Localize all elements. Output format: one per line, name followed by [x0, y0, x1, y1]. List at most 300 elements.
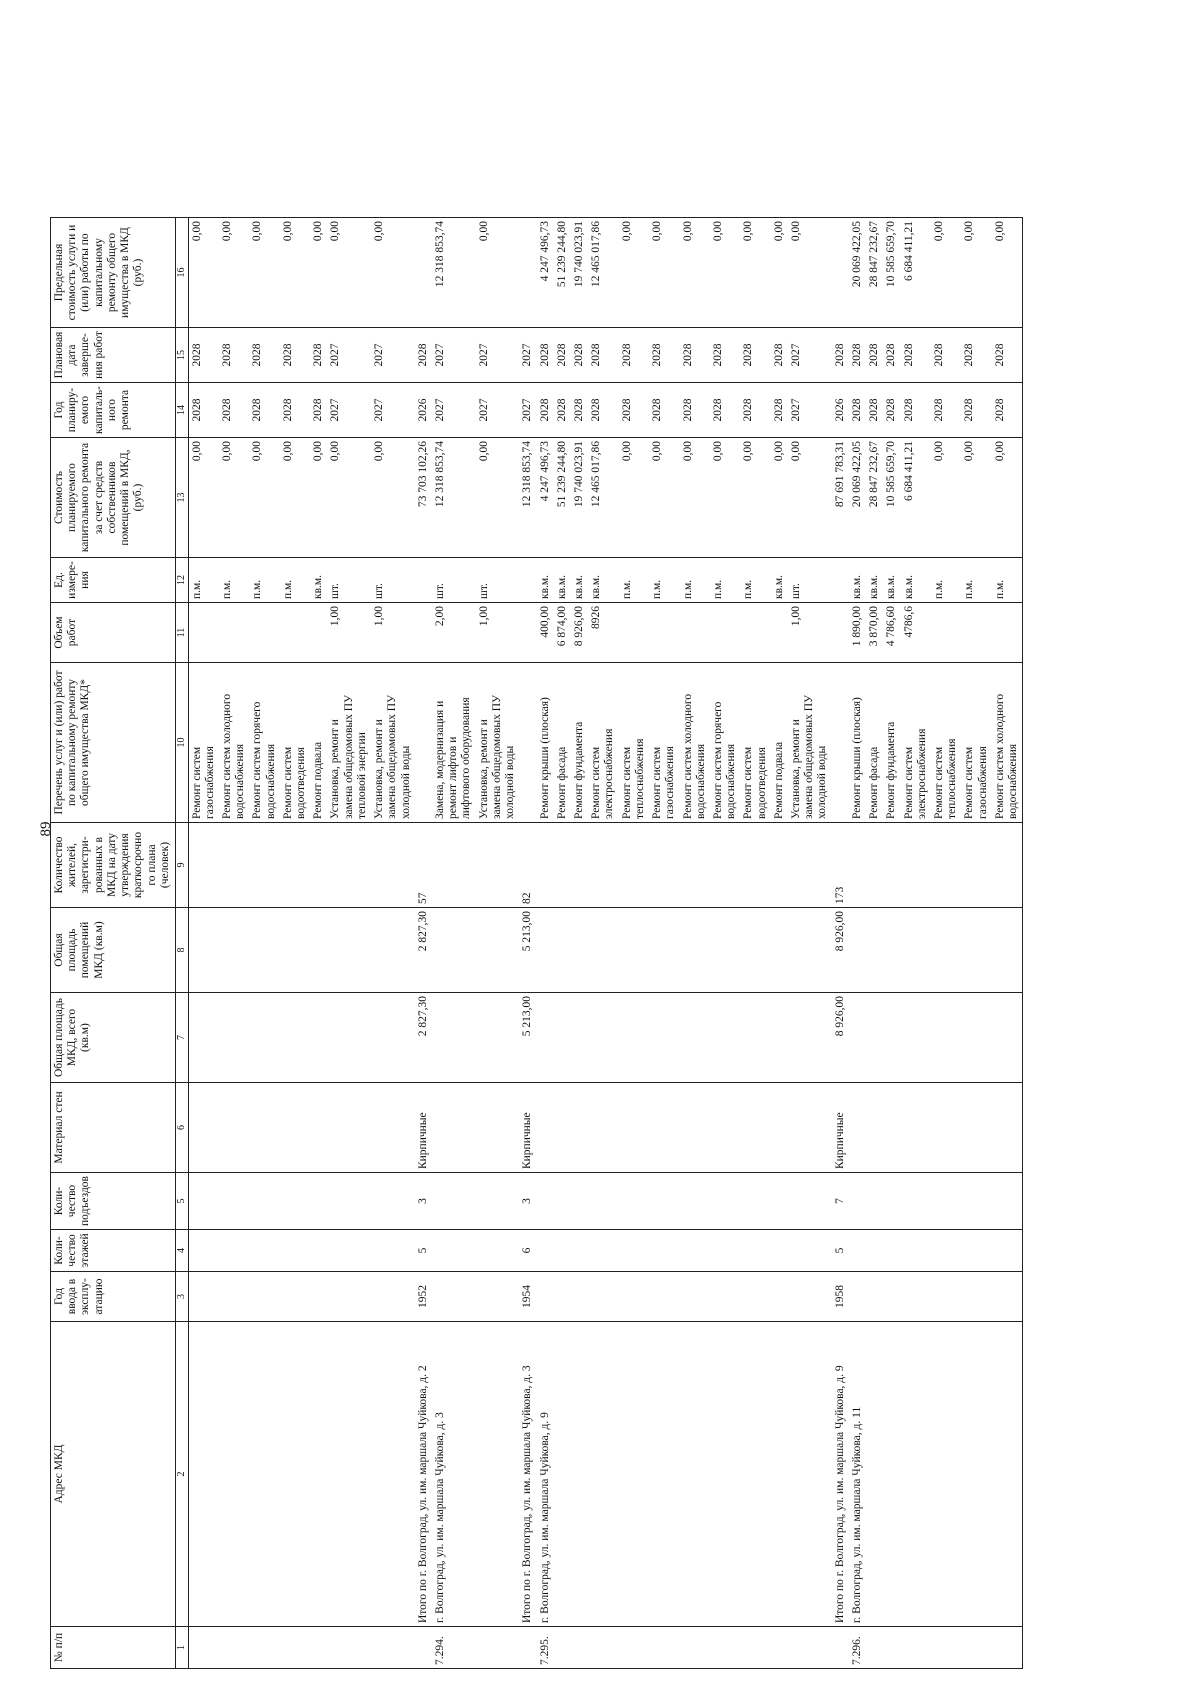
- residents-cell: [476, 823, 520, 908]
- table-row: [931, 218, 961, 1669]
- volume-cell: 8 926,00: [571, 603, 588, 663]
- volume-cell: [280, 603, 310, 663]
- header-row: [51, 218, 176, 1669]
- cost-cell: 0,00: [771, 438, 788, 558]
- address-cell: [883, 1322, 900, 1627]
- total-area-cell: [680, 993, 710, 1083]
- unit-cell: п.м.: [280, 558, 310, 603]
- year-built-cell: [310, 1272, 327, 1322]
- table-row: [219, 218, 249, 1669]
- header-cell: № п/п: [51, 1627, 176, 1669]
- table-row: [866, 218, 883, 1669]
- completion-year-cell: 2027: [371, 328, 415, 383]
- unit-cell: п.м.: [219, 558, 249, 603]
- wall-material-cell: [771, 1083, 788, 1173]
- entrances-cell: [537, 1173, 554, 1230]
- column-number: 14: [176, 383, 189, 438]
- residents-cell: [571, 823, 588, 908]
- limit-cost-cell: 0,00: [931, 218, 961, 328]
- volume-cell: [832, 603, 849, 663]
- limit-cost-cell: 0,00: [710, 218, 740, 328]
- planned-year-cell: 2028: [188, 383, 219, 438]
- completion-year-cell: 2028: [931, 328, 961, 383]
- total-area-cell: [771, 993, 788, 1083]
- total-area-cell: 2 827,30: [415, 993, 432, 1083]
- residents-cell: [554, 823, 571, 908]
- table-row: [680, 218, 710, 1669]
- floors-cell: [588, 1230, 618, 1272]
- address-cell: [788, 1322, 832, 1627]
- table-row: [432, 218, 476, 1669]
- row-number: [832, 1627, 849, 1669]
- address-cell: [771, 1322, 788, 1627]
- volume-cell: [740, 603, 770, 663]
- floors-cell: [476, 1230, 520, 1272]
- planned-year-cell: 2028: [931, 383, 961, 438]
- floors-cell: [992, 1230, 1023, 1272]
- year-built-cell: [883, 1272, 900, 1322]
- header-cell: Стоимость планируемого капитального ремонта за счет средств собственников помещений в МКД, (руб.): [51, 438, 176, 558]
- total-area-cell: [649, 993, 679, 1083]
- address-cell: [188, 1322, 219, 1627]
- premises-area-cell: 5 213,00: [519, 908, 536, 993]
- work-type-cell: Ремонт систем холодного водоснабжения: [680, 663, 710, 823]
- residents-cell: 173: [832, 823, 849, 908]
- work-type-cell: [519, 663, 536, 823]
- completion-year-cell: 2028: [961, 328, 991, 383]
- entrances-cell: [571, 1173, 588, 1230]
- residents-cell: [619, 823, 649, 908]
- limit-cost-cell: 4 247 496,73: [537, 218, 554, 328]
- total-area-cell: [849, 993, 866, 1083]
- completion-year-cell: 2028: [680, 328, 710, 383]
- volume-cell: 8926: [588, 603, 618, 663]
- completion-year-cell: 2028: [992, 328, 1023, 383]
- cost-cell: 20 069 422,05: [849, 438, 866, 558]
- total-area-cell: 5 213,00: [519, 993, 536, 1083]
- premises-area-cell: [588, 908, 618, 993]
- limit-cost-cell: 0,00: [619, 218, 649, 328]
- limit-cost-cell: 0,00: [788, 218, 832, 328]
- column-number-row: [176, 218, 189, 1669]
- column-number: 13: [176, 438, 189, 558]
- completion-year-cell: 2028: [771, 328, 788, 383]
- unit-cell: шт.: [476, 558, 520, 603]
- year-built-cell: [788, 1272, 832, 1322]
- limit-cost-cell: [519, 218, 536, 328]
- row-number: [710, 1627, 740, 1669]
- header-cell: Объем работ: [51, 603, 176, 663]
- planned-year-cell: 2028: [554, 383, 571, 438]
- column-number: 4: [176, 1230, 189, 1272]
- wall-material-cell: [866, 1083, 883, 1173]
- unit-cell: п.м.: [961, 558, 991, 603]
- cost-cell: 12 465 017,86: [588, 438, 618, 558]
- column-number: 9: [176, 823, 189, 908]
- column-number: 5: [176, 1173, 189, 1230]
- work-type-cell: Ремонт систем холодного водоснабжения: [219, 663, 249, 823]
- year-built-cell: 1958: [832, 1272, 849, 1322]
- premises-area-cell: [310, 908, 327, 993]
- table-row: [371, 218, 415, 1669]
- completion-year-cell: 2028: [219, 328, 249, 383]
- wall-material-cell: [649, 1083, 679, 1173]
- premises-area-cell: [771, 908, 788, 993]
- volume-cell: [310, 603, 327, 663]
- planned-year-cell: 2028: [680, 383, 710, 438]
- residents-cell: [901, 823, 931, 908]
- planned-year-cell: 2028: [310, 383, 327, 438]
- floors-cell: [771, 1230, 788, 1272]
- residents-cell: 57: [415, 823, 432, 908]
- wall-material-cell: [619, 1083, 649, 1173]
- unit-cell: [415, 558, 432, 603]
- premises-area-cell: [992, 908, 1023, 993]
- repair-plan-table: [50, 217, 1023, 1669]
- header-cell: Коли-чество этажей: [51, 1230, 176, 1272]
- premises-area-cell: 8 926,00: [832, 908, 849, 993]
- total-area-cell: [992, 993, 1023, 1083]
- planned-year-cell: 2028: [901, 383, 931, 438]
- completion-year-cell: 2028: [866, 328, 883, 383]
- row-number: [771, 1627, 788, 1669]
- residents-cell: [771, 823, 788, 908]
- wall-material-cell: [371, 1083, 415, 1173]
- wall-material-cell: [788, 1083, 832, 1173]
- work-type-cell: Ремонт фасада: [554, 663, 571, 823]
- residents-cell: 82: [519, 823, 536, 908]
- floors-cell: 5: [415, 1230, 432, 1272]
- year-built-cell: [961, 1272, 991, 1322]
- residents-cell: [961, 823, 991, 908]
- year-built-cell: [219, 1272, 249, 1322]
- work-type-cell: [832, 663, 849, 823]
- table-row: [188, 218, 219, 1669]
- planned-year-cell: 2028: [849, 383, 866, 438]
- address-cell: [649, 1322, 679, 1627]
- year-built-cell: [588, 1272, 618, 1322]
- planned-year-cell: 2027: [519, 383, 536, 438]
- residents-cell: [371, 823, 415, 908]
- header-cell: Общая площадь МКД, всего (кв.м): [51, 993, 176, 1083]
- address-cell: [866, 1322, 883, 1627]
- year-built-cell: [680, 1272, 710, 1322]
- page-number: 89: [38, 821, 54, 837]
- table-row: [537, 218, 554, 1669]
- address-cell: [710, 1322, 740, 1627]
- total-area-cell: [327, 993, 371, 1083]
- cost-cell: 73 703 102,26: [415, 438, 432, 558]
- header-cell: Год планиру-емого капиталь-ного ремонта: [51, 383, 176, 438]
- total-area-cell: [371, 993, 415, 1083]
- unit-cell: кв.м.: [310, 558, 327, 603]
- work-type-cell: Ремонт фундамента: [571, 663, 588, 823]
- volume-cell: [188, 603, 219, 663]
- year-built-cell: [327, 1272, 371, 1322]
- year-built-cell: [188, 1272, 219, 1322]
- wall-material-cell: [219, 1083, 249, 1173]
- work-type-cell: Ремонт систем горячего водоснабжения: [249, 663, 279, 823]
- row-number: [588, 1627, 618, 1669]
- row-number: [554, 1627, 571, 1669]
- completion-year-cell: 2028: [619, 328, 649, 383]
- year-built-cell: [476, 1272, 520, 1322]
- work-type-cell: Ремонт систем водоотведения: [280, 663, 310, 823]
- residents-cell: [327, 823, 371, 908]
- limit-cost-cell: 0,00: [327, 218, 371, 328]
- residents-cell: [992, 823, 1023, 908]
- header-cell: Год ввода в эксплу-атацию: [51, 1272, 176, 1322]
- floors-cell: [188, 1230, 219, 1272]
- work-type-cell: Ремонт систем газоснабжения: [649, 663, 679, 823]
- cost-cell: 0,00: [188, 438, 219, 558]
- header-cell: Адрес МКД: [51, 1322, 176, 1627]
- year-built-cell: [249, 1272, 279, 1322]
- wall-material-cell: [849, 1083, 866, 1173]
- unit-cell: кв.м.: [571, 558, 588, 603]
- residents-cell: [649, 823, 679, 908]
- table-row: [710, 218, 740, 1669]
- total-area-cell: [588, 993, 618, 1083]
- year-built-cell: [371, 1272, 415, 1322]
- limit-cost-cell: 12 318 853,74: [432, 218, 476, 328]
- entrances-cell: [310, 1173, 327, 1230]
- address-cell: [310, 1322, 327, 1627]
- column-number: 15: [176, 328, 189, 383]
- table-body: [188, 218, 1023, 1669]
- work-type-cell: Ремонт систем газоснабжения: [188, 663, 219, 823]
- table-row: [992, 218, 1023, 1669]
- table-row: [788, 218, 832, 1669]
- year-built-cell: [554, 1272, 571, 1322]
- completion-year-cell: 2028: [310, 328, 327, 383]
- floors-cell: [883, 1230, 900, 1272]
- volume-cell: 400,00: [537, 603, 554, 663]
- wall-material-cell: [901, 1083, 931, 1173]
- floors-cell: [554, 1230, 571, 1272]
- entrances-cell: [771, 1173, 788, 1230]
- unit-cell: шт.: [371, 558, 415, 603]
- total-row: [832, 218, 849, 1669]
- limit-cost-cell: 0,00: [371, 218, 415, 328]
- planned-year-cell: 2026: [832, 383, 849, 438]
- work-type-cell: Установка, ремонт и замена общедомовых ПУ холодной воды: [371, 663, 415, 823]
- address-cell: [961, 1322, 991, 1627]
- unit-cell: п.м.: [249, 558, 279, 603]
- volume-cell: 1,00: [327, 603, 371, 663]
- limit-cost-cell: 20 069 422,05: [849, 218, 866, 328]
- completion-year-cell: 2028: [415, 328, 432, 383]
- planned-year-cell: 2028: [588, 383, 618, 438]
- row-number: [519, 1627, 536, 1669]
- completion-year-cell: 2028: [649, 328, 679, 383]
- unit-cell: кв.м.: [866, 558, 883, 603]
- premises-area-cell: 2 827,30: [415, 908, 432, 993]
- floors-cell: [931, 1230, 961, 1272]
- floors-cell: [901, 1230, 931, 1272]
- work-type-cell: Ремонт систем электроснабжения: [901, 663, 931, 823]
- premises-area-cell: [961, 908, 991, 993]
- planned-year-cell: 2027: [432, 383, 476, 438]
- completion-year-cell: 2028: [832, 328, 849, 383]
- residents-cell: [588, 823, 618, 908]
- cost-cell: 0,00: [371, 438, 415, 558]
- year-built-cell: [992, 1272, 1023, 1322]
- total-area-cell: [961, 993, 991, 1083]
- work-type-cell: Ремонт систем электроснабжения: [588, 663, 618, 823]
- row-number: [280, 1627, 310, 1669]
- year-built-cell: [280, 1272, 310, 1322]
- address-cell: [588, 1322, 618, 1627]
- volume-cell: 4 786,60: [883, 603, 900, 663]
- limit-cost-cell: 6 684 411,21: [901, 218, 931, 328]
- unit-cell: шт.: [327, 558, 371, 603]
- unit-cell: п.м.: [619, 558, 649, 603]
- work-type-cell: Ремонт подвала: [310, 663, 327, 823]
- row-number: [866, 1627, 883, 1669]
- premises-area-cell: [710, 908, 740, 993]
- work-type-cell: Установка, ремонт и замена общедомовых ПУ тепловой энергии: [327, 663, 371, 823]
- row-number: [680, 1627, 710, 1669]
- entrances-cell: 7: [832, 1173, 849, 1230]
- table-row: [883, 218, 900, 1669]
- volume-cell: 6 874,00: [554, 603, 571, 663]
- volume-cell: [519, 603, 536, 663]
- total-area-cell: [249, 993, 279, 1083]
- unit-cell: п.м.: [188, 558, 219, 603]
- limit-cost-cell: 0,00: [740, 218, 770, 328]
- entrances-cell: [327, 1173, 371, 1230]
- year-built-cell: [849, 1272, 866, 1322]
- planned-year-cell: 2028: [219, 383, 249, 438]
- planned-year-cell: 2028: [710, 383, 740, 438]
- unit-cell: п.м.: [710, 558, 740, 603]
- premises-area-cell: [476, 908, 520, 993]
- volume-cell: [992, 603, 1023, 663]
- unit-cell: шт.: [432, 558, 476, 603]
- planned-year-cell: 2028: [866, 383, 883, 438]
- cost-cell: 0,00: [249, 438, 279, 558]
- completion-year-cell: 2028: [249, 328, 279, 383]
- column-number: 6: [176, 1083, 189, 1173]
- entrances-cell: [432, 1173, 476, 1230]
- work-type-cell: Ремонт систем теплоснабжения: [931, 663, 961, 823]
- year-built-cell: [771, 1272, 788, 1322]
- unit-cell: кв.м.: [771, 558, 788, 603]
- wall-material-cell: [710, 1083, 740, 1173]
- limit-cost-cell: 51 239 244,80: [554, 218, 571, 328]
- premises-area-cell: [619, 908, 649, 993]
- year-built-cell: [866, 1272, 883, 1322]
- row-number: 7.296.: [849, 1627, 866, 1669]
- column-number: 11: [176, 603, 189, 663]
- entrances-cell: [219, 1173, 249, 1230]
- unit-cell: кв.м.: [537, 558, 554, 603]
- header-cell: Плановая дата заверше-ния работ: [51, 328, 176, 383]
- cost-cell: 0,00: [327, 438, 371, 558]
- completion-year-cell: 2028: [883, 328, 900, 383]
- column-number: 8: [176, 908, 189, 993]
- limit-cost-cell: 0,00: [771, 218, 788, 328]
- completion-year-cell: 2028: [740, 328, 770, 383]
- entrances-cell: [554, 1173, 571, 1230]
- volume-cell: [680, 603, 710, 663]
- table-row: [554, 218, 571, 1669]
- entrances-cell: [931, 1173, 961, 1230]
- floors-cell: [432, 1230, 476, 1272]
- work-type-cell: [415, 663, 432, 823]
- premises-area-cell: [849, 908, 866, 993]
- entrances-cell: [588, 1173, 618, 1230]
- wall-material-cell: [680, 1083, 710, 1173]
- unit-cell: кв.м.: [554, 558, 571, 603]
- premises-area-cell: [788, 908, 832, 993]
- cost-cell: 28 847 232,67: [866, 438, 883, 558]
- address-cell: [219, 1322, 249, 1627]
- limit-cost-cell: 19 740 023,91: [571, 218, 588, 328]
- year-built-cell: 1954: [519, 1272, 536, 1322]
- limit-cost-cell: 0,00: [649, 218, 679, 328]
- floors-cell: [619, 1230, 649, 1272]
- total-area-cell: [710, 993, 740, 1083]
- unit-cell: п.м.: [649, 558, 679, 603]
- table-row: [771, 218, 788, 1669]
- row-number: [883, 1627, 900, 1669]
- planned-year-cell: 2028: [771, 383, 788, 438]
- volume-cell: 4786,6: [901, 603, 931, 663]
- completion-year-cell: 2028: [280, 328, 310, 383]
- planned-year-cell: 2028: [280, 383, 310, 438]
- table-row: [849, 218, 866, 1669]
- row-number: [649, 1627, 679, 1669]
- address-cell: [371, 1322, 415, 1627]
- address-cell: [680, 1322, 710, 1627]
- address-cell: Итого по г. Волгоград, ул. им. маршала Чуйкова, д. 2: [415, 1322, 432, 1627]
- volume-cell: 1,00: [371, 603, 415, 663]
- work-type-cell: Установка, ремонт и замена общедомовых ПУ холодной воды: [476, 663, 520, 823]
- planned-year-cell: 2027: [788, 383, 832, 438]
- wall-material-cell: [571, 1083, 588, 1173]
- row-number: [619, 1627, 649, 1669]
- wall-material-cell: [588, 1083, 618, 1173]
- planned-year-cell: 2028: [992, 383, 1023, 438]
- address-cell: г. Волгоград, ул. им. маршала Чуйкова, д. 3: [432, 1322, 476, 1627]
- work-type-cell: Ремонт фундамента: [883, 663, 900, 823]
- wall-material-cell: [432, 1083, 476, 1173]
- cost-cell: 0,00: [931, 438, 961, 558]
- work-type-cell: Ремонт фасада: [866, 663, 883, 823]
- column-number: 1: [176, 1627, 189, 1669]
- table-row: [901, 218, 931, 1669]
- entrances-cell: [901, 1173, 931, 1230]
- unit-cell: кв.м.: [849, 558, 866, 603]
- completion-year-cell: 2028: [571, 328, 588, 383]
- completion-year-cell: 2028: [537, 328, 554, 383]
- completion-year-cell: 2027: [788, 328, 832, 383]
- residents-cell: [219, 823, 249, 908]
- row-number: [740, 1627, 770, 1669]
- limit-cost-cell: 0,00: [219, 218, 249, 328]
- table-row: [649, 218, 679, 1669]
- row-number: [901, 1627, 931, 1669]
- column-number: 3: [176, 1272, 189, 1322]
- unit-cell: кв.м.: [588, 558, 618, 603]
- entrances-cell: [992, 1173, 1023, 1230]
- limit-cost-cell: 0,00: [249, 218, 279, 328]
- residents-cell: [710, 823, 740, 908]
- completion-year-cell: 2027: [476, 328, 520, 383]
- volume-cell: [710, 603, 740, 663]
